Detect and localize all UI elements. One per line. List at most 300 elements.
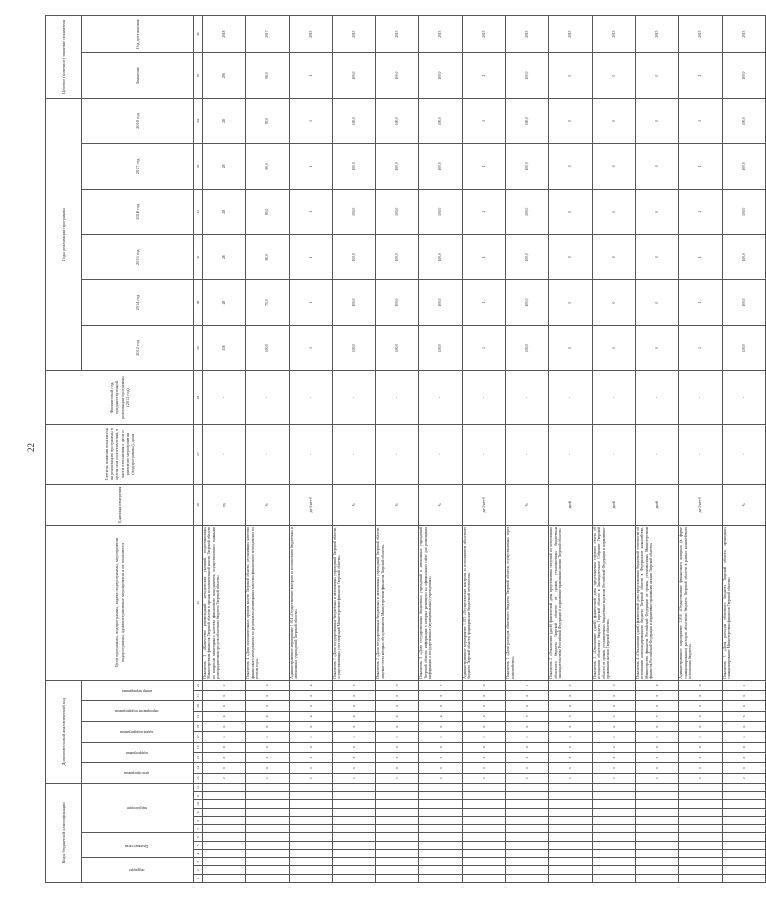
code-cell (722, 858, 765, 866)
code-cell (549, 808, 592, 816)
year-value-cell: 28 (203, 234, 246, 279)
year-value-cell: 0 (592, 280, 635, 325)
target-value-cell: 100,0 (722, 53, 765, 98)
indicator-description: Административное мероприятие 1.016 «Осуществление финансового контроля (в форме санкционирования) расходов областного бюджета Тверской области в рамках казначейского исполнения бюджета» (679, 525, 722, 680)
code-cell (679, 825, 722, 833)
analytic-code-cell: 0 (419, 701, 462, 711)
cost-cell: - (592, 424, 635, 484)
column-number: 12 (194, 783, 203, 791)
code-cell (592, 825, 635, 833)
financial-year-cell: - (549, 371, 592, 425)
column-number: 4 (194, 850, 203, 858)
code-cell (462, 858, 505, 866)
analytic-code-cell: 4 (246, 711, 289, 721)
year-value-cell: 100,0 (506, 325, 549, 370)
code-cell (289, 850, 332, 858)
year-value-cell: 0 (549, 144, 592, 189)
analytic-code-cell: 3 (419, 752, 462, 762)
analytic-code-cell: 0 (679, 722, 722, 732)
target-value-cell: 100,0 (332, 53, 375, 98)
code-cell (376, 841, 419, 849)
column-number: 14 (194, 763, 203, 773)
code-cell (635, 817, 678, 825)
analytic-code-cell: 1 (289, 732, 332, 742)
target-year-cell: 2015 (419, 16, 462, 53)
code-cell (549, 800, 592, 808)
code-cell (462, 825, 505, 833)
table-row (289, 16, 332, 883)
financial-year-cell: - (419, 371, 462, 425)
financial-year-cell: - (722, 371, 765, 425)
year-value-cell: 0 (549, 234, 592, 279)
analytic-code-cell: 4 (203, 711, 246, 721)
table-row (376, 16, 419, 883)
analytic-code-cell: 2 (332, 773, 375, 783)
target-year-cell: 2015 (332, 16, 375, 53)
year-value-cell: 100,0 (376, 280, 419, 325)
analytic-code-cell: 0 (592, 691, 635, 701)
analytic-code-cell: 0 (679, 742, 722, 752)
analytic-code-cell: 1 (506, 732, 549, 742)
indicator-description: Административное мероприятие 1.015 «Осуществление контроля за исполнением областного бюджета Тверской области, формирование бюджетной отчетности» (462, 525, 505, 680)
analytic-code-cell: 0 (592, 701, 635, 711)
analytic-code-cell: 3 (679, 752, 722, 762)
analytic-code-cell: 0 (203, 701, 246, 711)
table-row (722, 16, 765, 883)
year-value-cell: 0 (635, 280, 678, 325)
analytic-code-cell: 6 (419, 763, 462, 773)
analytic-code-cell: 0 (376, 701, 419, 711)
code-cell (419, 866, 462, 874)
year-value-cell: 95,0 (246, 98, 289, 143)
header-unit: Единица измерения (46, 484, 194, 525)
header-col-podprog: подпрограмма (82, 742, 194, 763)
analytic-code-cell: 0 (506, 742, 549, 752)
analytic-code-cell: 6 (332, 763, 375, 773)
analytic-code-cell: 0 (419, 742, 462, 752)
analytic-code-cell: 4 (289, 711, 332, 721)
year-value-cell: 100,0 (332, 280, 375, 325)
table-row (635, 16, 678, 883)
year-value-cell: 0 (592, 98, 635, 143)
code-cell (679, 850, 722, 858)
analytic-code-cell: 3 (722, 752, 765, 762)
analytic-code-cell: 0 (506, 701, 549, 711)
indicator-description: Показатель 1 «Доля расходов областного бюджета Тверской области, осуществляемых через казначейство» (506, 525, 549, 680)
year-value-cell: 100,0 (506, 144, 549, 189)
unit-cell: дней (592, 484, 635, 525)
year-value-cell: 90,0 (246, 144, 289, 189)
header-goal: Цели программы, подпрограммы, задачи подпрограммы, мероприятия подпрограммы, административные мероприятия и их показатели (46, 525, 194, 680)
analytic-code-cell: 0 (246, 742, 289, 752)
cost-cell: - (549, 424, 592, 484)
analytic-code-cell: 3 (592, 752, 635, 762)
code-cell (549, 858, 592, 866)
code-cell (289, 866, 332, 874)
analytic-code-cell: 5 (549, 711, 592, 721)
target-value-cell: 0 (635, 53, 678, 98)
analytic-code-cell: 6 (592, 763, 635, 773)
code-cell (203, 866, 246, 874)
year-value-cell: 100,0 (376, 325, 419, 370)
code-cell (289, 817, 332, 825)
code-cell (592, 792, 635, 800)
code-cell (246, 783, 289, 791)
year-value-cell: 100,0 (419, 189, 462, 234)
code-cell (506, 874, 549, 882)
code-cell (289, 841, 332, 849)
code-cell (203, 874, 246, 882)
analytic-code-cell: 2 (289, 773, 332, 783)
financial-year-cell: - (376, 371, 419, 425)
code-cell (246, 850, 289, 858)
code-cell (376, 817, 419, 825)
analytic-code-cell: 0 (462, 680, 505, 690)
code-cell (549, 874, 592, 882)
target-year-cell: 2015 (635, 16, 678, 53)
year-value-cell: 100,0 (376, 189, 419, 234)
code-cell (679, 808, 722, 816)
code-cell (506, 808, 549, 816)
year-value-cell: 0 (635, 98, 678, 143)
code-cell (592, 874, 635, 882)
year-value-cell: 100,0 (376, 234, 419, 279)
cost-cell: - (419, 424, 462, 484)
code-cell (549, 866, 592, 874)
code-cell (679, 817, 722, 825)
year-value-cell: 28 (203, 98, 246, 143)
code-cell (419, 792, 462, 800)
financial-year-cell: - (592, 371, 635, 425)
code-cell (592, 808, 635, 816)
code-cell (592, 866, 635, 874)
analytic-code-cell: 1 (376, 732, 419, 742)
code-cell (419, 825, 462, 833)
analytic-code-cell: 6 (679, 711, 722, 721)
code-cell (246, 792, 289, 800)
code-cell (246, 808, 289, 816)
code-cell (419, 808, 462, 816)
header-row-1 (46, 16, 82, 883)
target-value-cell: 256 (203, 53, 246, 98)
analytic-code-cell: 5 (332, 680, 375, 690)
table-row (332, 16, 375, 883)
year-value-cell: 100,0 (419, 325, 462, 370)
code-cell (419, 833, 462, 841)
analytic-code-cell: 2 (679, 773, 722, 783)
year-value-cell: 116 (203, 325, 246, 370)
code-cell (679, 800, 722, 808)
code-cell (635, 825, 678, 833)
analytic-code-cell: 0 (332, 701, 375, 711)
table-row (549, 16, 592, 883)
analytic-code-cell: 3 (289, 752, 332, 762)
analytic-code-cell: 1 (419, 732, 462, 742)
unit-cell: да-1/нет-0 (462, 484, 505, 525)
analytic-code-cell: 1 (462, 732, 505, 742)
header-col-nomer: номер мероприятия (82, 680, 194, 701)
code-cell (203, 783, 246, 791)
year-value-cell: 100,0 (722, 325, 765, 370)
column-number: 18 (194, 722, 203, 732)
column-number: 22 (194, 680, 203, 690)
year-value-cell: 1 (289, 144, 332, 189)
code-cell (679, 858, 722, 866)
analytic-code-cell: 0 (462, 691, 505, 701)
year-value-cell: 28 (203, 280, 246, 325)
code-cell (203, 833, 246, 841)
code-cell (722, 850, 765, 858)
unit-cell: да-1/нет-0 (289, 484, 332, 525)
column-number: 10 (194, 800, 203, 808)
table-row (203, 16, 246, 883)
code-cell (246, 858, 289, 866)
indicator-description: Показатель 4 «Отклонение (дней) фактической даты представления бюджетной отчетности об исполнении консолидированного бюджета Тверской области в Федеральное казначейство, Министерство финансов Российской Федерации от сроков, установленных Министерством финансов Российской Федерации и нормативно-правовыми актами Тверской области» (635, 525, 678, 680)
header-vid: вид расходов (82, 783, 194, 833)
target-value-cell: 98,0 (246, 53, 289, 98)
analytic-code-cell: 6 (289, 763, 332, 773)
code-cell (376, 858, 419, 866)
year-value-cell: 0 (592, 144, 635, 189)
code-cell (722, 866, 765, 874)
unit-cell: % (332, 484, 375, 525)
analytic-code-cell: 6 (549, 763, 592, 773)
header-admin-classification: Коды бюджетной классификации (46, 783, 82, 882)
analytic-code-cell: 1 (332, 732, 375, 742)
code-cell (722, 783, 765, 791)
code-cell (462, 850, 505, 858)
target-year-cell: 2015 (722, 16, 765, 53)
financial-year-cell: - (246, 371, 289, 425)
code-cell (246, 874, 289, 882)
analytic-code-cell: 7 (419, 680, 462, 690)
financial-year-cell: - (203, 371, 246, 425)
analytic-code-cell: 2 (376, 773, 419, 783)
unit-cell: дней (635, 484, 678, 525)
target-value-cell: 1 (679, 53, 722, 98)
column-number: 19 (194, 711, 203, 721)
analytic-code-cell: 0 (376, 691, 419, 701)
code-cell (419, 850, 462, 858)
code-cell (549, 817, 592, 825)
analytic-code-cell: 0 (246, 701, 289, 711)
analytic-code-cell: 5 (462, 711, 505, 721)
cost-cell: - (203, 424, 246, 484)
code-cell (549, 841, 592, 849)
code-cell (722, 792, 765, 800)
analytic-code-cell: 3 (246, 752, 289, 762)
column-number: 32 (194, 189, 203, 234)
indicator-description: Показатель 3 «Доля государственных бюджетных учреждений и автономных учреждений Тверской области, информация о которых размещена на официальном сайте для размещения информации о государственных (муниципальных) учреждениях» (419, 525, 462, 680)
financial-year-cell: - (462, 371, 505, 425)
target-value-cell: 0 (592, 53, 635, 98)
code-cell (679, 833, 722, 841)
year-value-cell: 1 (462, 325, 505, 370)
analytic-code-cell: 3 (635, 752, 678, 762)
column-number: 34 (194, 98, 203, 143)
code-cell (376, 866, 419, 874)
code-cell (549, 833, 592, 841)
target-value-cell: 1 (462, 53, 505, 98)
code-cell (462, 866, 505, 874)
table-row (246, 16, 289, 883)
analytic-code-cell: 0 (419, 722, 462, 732)
analytic-code-cell: 2 (203, 773, 246, 783)
analytic-code-cell: 4 (289, 680, 332, 690)
year-value-cell: 1 (289, 189, 332, 234)
code-cell (592, 800, 635, 808)
column-number: 5 (194, 841, 203, 849)
table-row (462, 16, 505, 883)
column-number: 3 (194, 858, 203, 866)
code-cell (506, 825, 549, 833)
year-value-cell: 1 (289, 98, 332, 143)
analytic-code-cell: 0 (679, 680, 722, 690)
code-cell (722, 825, 765, 833)
unit-cell: ед. (203, 484, 246, 525)
code-cell (332, 817, 375, 825)
header-col-zadacha: задача подпрограммы (82, 722, 194, 743)
target-year-cell: 2015 (506, 16, 549, 53)
financial-year-cell: - (635, 371, 678, 425)
code-cell (462, 841, 505, 849)
code-cell (722, 808, 765, 816)
code-cell (635, 800, 678, 808)
code-cell (635, 866, 678, 874)
year-value-cell: 0 (549, 325, 592, 370)
target-value-cell: 0 (549, 53, 592, 98)
column-number: 9 (194, 808, 203, 816)
cost-cell: - (722, 424, 765, 484)
code-cell (462, 792, 505, 800)
unit-cell: % (246, 484, 289, 525)
target-value-cell: 100,0 (506, 53, 549, 98)
code-cell (203, 808, 246, 816)
code-cell (592, 833, 635, 841)
code-cell (203, 792, 246, 800)
code-cell (419, 817, 462, 825)
year-value-cell: 100,0 (376, 144, 419, 189)
year-value-cell: 1 (679, 144, 722, 189)
code-cell (289, 833, 332, 841)
analytic-code-cell: 6 (246, 763, 289, 773)
analytic-code-cell: 3 (462, 752, 505, 762)
code-cell (506, 858, 549, 866)
analytic-code-cell: 3 (506, 752, 549, 762)
analytic-code-cell: 0 (506, 722, 549, 732)
analytic-code-cell: 1 (722, 680, 765, 690)
code-cell (419, 783, 462, 791)
code-cell (419, 800, 462, 808)
analytic-code-cell: 0 (635, 691, 678, 701)
analytic-code-cell: 0 (635, 701, 678, 711)
code-cell (376, 783, 419, 791)
year-value-cell: 100,0 (506, 280, 549, 325)
header-year: 2015 год (82, 234, 194, 279)
analytic-code-cell: 6 (722, 711, 765, 721)
year-value-cell: 85,0 (246, 189, 289, 234)
code-cell (332, 858, 375, 866)
table-row (506, 16, 549, 883)
analytic-code-cell: 1 (549, 732, 592, 742)
code-cell (289, 808, 332, 816)
analytic-code-cell: 0 (549, 722, 592, 732)
analytic-code-cell: 2 (246, 773, 289, 783)
year-value-cell: 100,0 (419, 280, 462, 325)
code-cell (506, 783, 549, 791)
column-number: 31 (194, 234, 203, 279)
code-cell (592, 850, 635, 858)
analytic-code-cell: 1 (722, 732, 765, 742)
header-program-years: Годы реализации программы (46, 98, 82, 370)
analytic-code-cell: 5 (635, 711, 678, 721)
year-value-cell: 0 (592, 234, 635, 279)
cost-cell: - (332, 424, 375, 484)
header-target-value: Целевое (конечное) значение показателя (46, 16, 82, 99)
year-value-cell: 28 (203, 189, 246, 234)
code-cell (722, 833, 765, 841)
analytic-code-cell: 0 (203, 742, 246, 752)
analytic-code-cell: 2 (549, 773, 592, 783)
analytic-code-cell: 0 (679, 701, 722, 711)
cost-cell: - (289, 424, 332, 484)
analytic-code-cell: 4 (376, 711, 419, 721)
code-cell (376, 800, 419, 808)
code-cell (592, 783, 635, 791)
target-year-cell: 2018 (203, 16, 246, 53)
year-value-cell: 100,0 (722, 144, 765, 189)
analytic-code-cell: 0 (722, 691, 765, 701)
cost-cell: - (246, 424, 289, 484)
cost-cell: - (679, 424, 722, 484)
analytic-code-cell: 5 (592, 711, 635, 721)
analytic-code-cell: 6 (462, 763, 505, 773)
analytic-code-cell: 4 (635, 680, 678, 690)
year-value-cell: 100,0 (722, 189, 765, 234)
code-cell (289, 792, 332, 800)
code-cell (679, 783, 722, 791)
analytic-code-cell: 2 (635, 773, 678, 783)
code-cell (332, 850, 375, 858)
code-cell (462, 874, 505, 882)
column-number: 21 (194, 691, 203, 701)
code-cell (635, 850, 678, 858)
analytic-code-cell: 0 (203, 691, 246, 701)
year-value-cell: 100,0 (376, 98, 419, 143)
header-cost: Степень влияния показателя на реализацию программы в целом или сопоставления, в части отношения к цели и развитию мероприятия (подпрограммы), доля (46, 424, 194, 484)
year-value-cell: 1 (462, 144, 505, 189)
code-cell (549, 783, 592, 791)
year-value-cell: 100,0 (332, 189, 375, 234)
analytic-code-cell: 2 (462, 773, 505, 783)
header-group: Дополнительный аналитический код (46, 680, 82, 783)
code-cell (592, 817, 635, 825)
unit-cell: % (419, 484, 462, 525)
code-cell (376, 874, 419, 882)
code-cell (506, 792, 549, 800)
code-cell (246, 833, 289, 841)
year-value-cell: 80,0 (246, 234, 289, 279)
financial-year-cell: - (289, 371, 332, 425)
code-cell (635, 792, 678, 800)
code-cell (592, 841, 635, 849)
year-value-cell: 0 (592, 325, 635, 370)
analytic-code-cell: 0 (462, 742, 505, 752)
analytic-code-cell: 0 (289, 742, 332, 752)
analytic-code-cell: 3 (246, 680, 289, 690)
target-value-cell: 100,0 (376, 53, 419, 98)
analytic-code-cell: 0 (419, 691, 462, 701)
